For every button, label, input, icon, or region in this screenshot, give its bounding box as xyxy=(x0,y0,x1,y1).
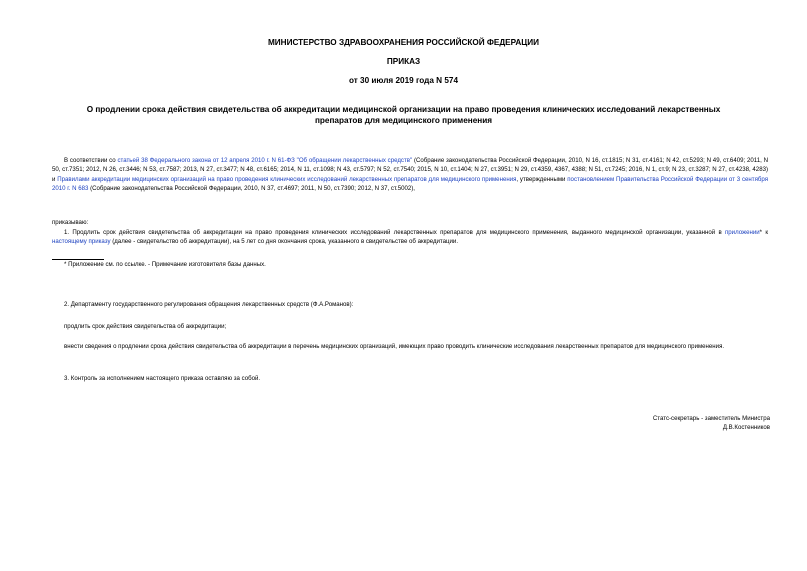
signatory-position: Статс-секретарь - заместитель Министра xyxy=(652,415,770,422)
item-3-paragraph: 3. Контроль за исполнением настоящего приказа оставляю за собой. xyxy=(64,375,261,382)
appendix-link[interactable]: приложении xyxy=(724,229,760,236)
document-title-line2: препаратов для медицинского применения xyxy=(314,116,493,125)
preamble-text-1: В соответствии со xyxy=(64,157,118,164)
government-decree-link[interactable]: постановлением Правительства Российской Федерации от 3 сентября 2010 г. N 683 xyxy=(52,175,768,192)
signature-block xyxy=(52,414,770,433)
order-word: приказываю: xyxy=(52,219,89,226)
document-date-number: от 30 июля 2019 года N 574 xyxy=(348,76,459,85)
this-order-link[interactable]: настоящему приказу xyxy=(52,238,111,246)
item-1-text-2: * к xyxy=(759,229,768,236)
preamble-paragraph xyxy=(52,156,768,193)
item-2b-paragraph: внести сведения о продлении срока действия свидетельства об аккредитации в перечень медицинских организаций, имеющих право проводить клинические исследования лекарственных препаратов для медицинского применения. xyxy=(64,343,725,350)
preamble-text-3: , утвержденными xyxy=(516,175,568,183)
ministry-heading: МИНИСТЕРСТВО ЗДРАВООХРАНЕНИЯ РОССИЙСКОЙ ФЕДЕРАЦИИ xyxy=(267,38,540,47)
accreditation-rules-link[interactable]: Правилами аккредитации медицинских организаций на право проведения клинических исследований лекарственных препаратов для медицинского применения xyxy=(57,175,517,183)
preamble-text-4: (Собрание законодательства Российской Федерации, 2010, N 37, ст.4697; 2011, N 50, ст.7390; 2012, N 37, ст.5002), xyxy=(88,184,415,192)
law-article-link[interactable]: статьей 38 Федерального закона от 12 апреля 2010 г. N 61-ФЗ "Об обращении лекарственных средств" xyxy=(117,157,413,164)
footnote: * Приложение см. по ссылке. - Примечание изготовителя базы данных. xyxy=(64,261,266,268)
document-title-line1: О продлении срока действия свидетельства об аккредитации медицинской организации на право проведения клинических исследований лекарственных xyxy=(86,105,721,114)
document-type: ПРИКАЗ xyxy=(386,57,421,66)
item-2a-paragraph: продлить срок действия свидетельства об аккредитации; xyxy=(64,323,227,330)
preamble-text-2: (Собрание законодательства Российской Федерации, 2010, N 16, ст.1815; N 31, ст.4161; N 42, ст.5293; N 49, ст.6409; 2011, N 50, ст.7351; 2012, N 26, ст.3446; N 53, ст.7587; 2013, N 27, ст.3477; N 48, ст.6165; 2014, N 11, ст.1098; N 43, ст.5797; N 52, ст.7540; 2015, N 10, ст.1404; N 27, ст.3951; N 29, ст.4359, 4367, 4388; N 51, ст.7245; 2016, N 1, ст.9; N 23, ст.3287; N 27, ст.4238, 4283) и xyxy=(52,157,768,183)
item-2-paragraph: 2. Департаменту государственного регулирования обращения лекарственных средств (Ф.А.Романов): xyxy=(64,301,354,308)
document-title xyxy=(40,104,767,126)
item-1-text-3: (далее - свидетельство об аккредитации), на 5 лет со дня окончания срока, указанного в свидетельстве об аккредитации. xyxy=(110,238,459,246)
item-1-paragraph xyxy=(52,228,768,247)
signatory-name: Д.В.Костенников xyxy=(722,424,770,432)
item-1-text-1: 1. Продлить срок действия свидетельства об аккредитации на право проведения клинических исследований лекарственных препаратов для медицинского применения, выданного медицинской организации, указанной в xyxy=(64,229,725,236)
